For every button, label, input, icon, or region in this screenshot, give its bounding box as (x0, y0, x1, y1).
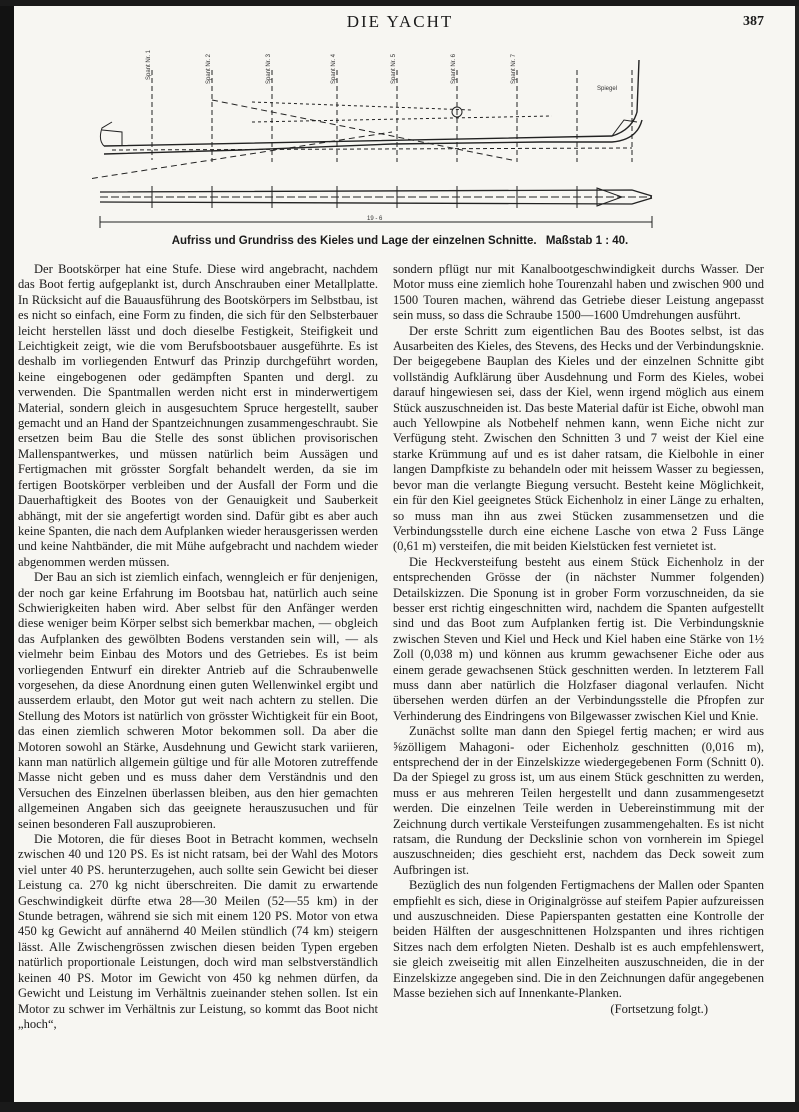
scan-border-bottom (0, 1102, 799, 1112)
station-label: Spant Nr. 7 (511, 53, 517, 84)
paragraph: Der Bau an sich ist ziemlich einfach, wenngleich er für denjenigen, der noch gar keine Erfahrung im Bootsbau hat, natürlich auch seine Schwierigkeiten haben wird. Aber selbst für den Anfänger werden diese weniger beim Körper selbst sich bemerkbar machen, — obgleich das Aufplanken des gewölbten Bodens verstanden sein will, — als vielmehr beim Einbau des Motors und des Getriebes. Es ist beim vorliegenden Entwurf ein direkter Antrieb auf die Schraubenwelle vorgesehen, da diese Anordnung einen guten Wellenwinkel ergibt und ausserdem erlaubt, den Motor gut weit nach achtern zu stellen. Die Stellung des Motors ist natürlich von grösster Wichtigkeit für ein Boot, das einen ziemlich schweren Motor bekommen soll. Da aber die Motoren sowohl an Stärke, Ausdehnung und Gewicht stark variieren, kann man natürlich allgemein gültige und für alle Motoren zutreffende Masse nicht geben und es muss daher dem Verständnis und den Versuchen des Einzelnen überlassen bleiben, aus den hier gemachten allgemeinen Angaben sich das geeignete herauszusuchen und für seinen besonderen Fall auszuprobieren. (18, 570, 378, 831)
caption-scale: Maßstab 1 : 40. (545, 235, 629, 247)
station-label: Spant Nr. 6 (451, 53, 457, 84)
journal-title: DIE YACHT (346, 12, 454, 31)
paragraph: sondern pflügt nur mit Kanalbootgeschwindigkeit durchs Wasser. Der Motor muss eine ziemlich hohe Tourenzahl haben und zwischen 900 und 1500 Touren machen, während das Getriebe dieser Leistung angepasst sein muss, so dass die Schraube 1500—1600 Umdrehungen ausführt. (393, 262, 764, 323)
station-label: Spant Nr. 2 (206, 53, 212, 84)
station-label: Spant Nr. 5 (391, 53, 397, 84)
scan-border-left (0, 0, 14, 1112)
paragraph: Der Bootskörper hat eine Stufe. Diese wird angebracht, nachdem das Boot fertig aufgeplankt ist, durch Anschrauben einer Metallplatte. In Rücksicht auf die Bauausführung des Bootskörpers im Selbstbau, ist es nicht so einfach, eine Form zu finden, die sich für den Selbsterbauer leicht herstellen lässt und doch dieselbe Festigkeit, Steifigkeit und Leichtigkeit zeigt, wie die vom Berufsbootsbauer ausgeführte. Es ist deshalb im vorliegenden Entwurf das Prinzip durchgeführt worden, keine eingebogenen oder gedämpften Spanten und dergl. zu verwenden. Die Spantmallen werden nicht erst in minderwertigem Material, sondern gleich in ausgesuchtem Spruce hergestellt, sauber gemacht und an Hand der Spantzeichnungen zusammengeschraubt. Sie ersetzen beim Bau die Stelle des sonst üblichen provisorischen Mallenspantwerkes, und müssen natürlich beim Aussägen und Fertigmachen mit grösster Sorgfalt behandelt werden, da sie im fertigen Bootskörper verbleiben und der Ausfall der Form und die Dauerhaftigkeit des Bootes von der Genauigkeit und Sauberkeit abhängt, mit der sie angefertigt worden sind. Dafür gibt es aber auch keine Spanten, die nach dem Aufplanken wieder herausgerissen werden und keine Nahtbänder, die mit Mühe aufgebracht und nachdem wieder abgenommen werden müssen. (18, 262, 378, 569)
paragraph: Der erste Schritt zum eigentlichen Bau des Bootes selbst, ist das Ausarbeiten des Kieles, des Stevens, des Hecks und der Verbindungsknie. Der beigegebene Bauplan des Kieles und der einzelnen Schnitte gibt vollständig Aufklärung über Ausdehnung und Form des Kieles, wobei darauf hingewiesen sei, dass der Kiel, wenn irgend möglich aus einem Stück auszuschneiden ist. Das beste Material dafür ist Eiche, obwohl man auch Yellowpine als Notbehelf nehmen kann, wenn Eiche nicht zur Verfügung steht. Zwischen den Schnitten 3 und 7 weist der Kiel eine starke Krümmung auf und es ist daher ratsam, die Kielbohle in einer langen Dampfkiste zu behandeln oder mit heissem Wasser zu begiessen, bevor man die verlangte Biegung versucht. Besteht keine Möglichkeit, ein für den Kiel geeignetes Stück Eichenholz in einer Länge zu erhalten, so muss man ihn aus zwei Stücken zusammensetzen und die Verbindungsstelle durch eine eichene Lasche von etwa 2 Fuss Länge (0,61 m) versteifen, die mit beiden Kielstücken fest vernietet ist. (393, 323, 764, 554)
paragraph: Die Motoren, die für dieses Boot in Betracht kommen, wechseln zwischen 40 und 120 PS. Es ist nicht ratsam, bei der Wahl des Motors viel unter 40 PS. herunterzugehen, auch sollte sein Gewicht bei dieser Leistung ca. 270 kg nicht überschreiten. Die damit zu erwartende Geschwindigkeit dürfte etwa 28—30 Meilen (52—55 km) in der Stunde betragen, während sie sich mit einem 120 PS. Motor von etwa 450 kg Gewicht auf annähernd 40 Meilen stündlich (74 km) steigern lässt. Alle Zwischengrössen zwischen diesen beiden Typen ergeben natürlich proportionale Leistungen, doch wird man selbstverständlich keinen 40 PS. Motor im Gewicht von 450 kg nehmen dürfen, da Gewicht und Leistung im Verhältnis zueinander stehen sollen. Ist ein Motor zu schwer im Verhältnis zur Leistung, so kommt das Boot nicht „hoch“, (18, 832, 378, 1031)
station-label: Spiegel (597, 86, 618, 92)
stem-curve (100, 122, 112, 146)
continued-note: (Fortsetzung folgt.) (610, 1001, 708, 1016)
running-header (20, 12, 780, 34)
paragraph: Bezüglich des nun folgenden Fertigmachens der Mallen oder Spanten empfiehlt es sich, diese in Originalgrösse auf steifem Papier aufzureissen und auszuschneiden. Diese Papierspanten gestatten eine Kontrolle der beiden Hälften der ausgeschnittenen Holzspanten und ihres richtigen Sitzes nach dem erfolgten Nieten. Deshalb ist es auch empfehlenswert, sie gleich zweiseitig mit allen Einzelheiten auszuschneiden, die in der Einzelskizze angegeben sind. Die in den Zeichnungen dafür angegebenen Masse beziehen sich auf Innenkante-Planken. (393, 878, 764, 1001)
dimension-label: 19 - 6 (367, 216, 383, 222)
text-column-left (18, 262, 378, 1032)
station-label: Spant Nr. 3 (266, 53, 272, 84)
scan-border-top (0, 0, 799, 6)
station-label: Spant Nr. 1 (146, 50, 152, 80)
keel-plan-top (100, 190, 652, 196)
figure-caption (20, 235, 780, 247)
keel-profile-top (104, 60, 639, 146)
scan-border-right (795, 0, 799, 1112)
keel-drawing (92, 50, 662, 230)
paragraph: Die Heckversteifung besteht aus einem Stück Eichenholz in der entsprechenden Grösse der (in nächster Nummer folgenden) Detailskizzen. Die Sponung ist in grober Form vorzuschneiden, da sie besser erst richtig eingeschnitten wird, nachdem die Spanten aufgestellt sind und das Boot zum Aufplanken fertig ist. Die Verbindungsknie zwischen Steven und Kiel und Heck und Kiel haben eine Stärke von 1½ Zoll (0,038 m) und können aus krumm gewachsener Eiche oder aus einem gerade gewachsenen Stück geschnitten werden. In letzterem Fall muss dann aber natürlich die Holzfaser diagonal verlaufen. Nicht übersehen werden dürfen an der Verbindungsstelle die Pfropfen zur Verhinderung des Eindringens von Bilgewasser zwischen Kiel und Knie. (393, 554, 764, 723)
paragraph: Zunächst sollte man dann den Spiegel fertig machen; er wird aus ⅝zölligem Mahagoni- oder Eichenholz geschnitten (0,016 m), entsprechend der in der Einzelskizze wiedergegebenen Form (Schnitt 0). Da der Spiegel zu gross ist, um aus einem Stück geschnitten zu werden, muss er aus mehreren Teilen hergestellt und dann zusammengesetzt werden. Die einzelnen Teile werden in Uebereinstimmung mit der Zeichnung durch vertikale Versteifungen zusammengehalten. Es ist nicht ratsam, die Rundung der Deckslinie schon von vornherein im Spiegel auszuschneiden; dies geschieht erst, nachdem das Deck soweit zum Aufbringen ist. (393, 724, 764, 877)
page-number: 387 (743, 14, 764, 29)
station-label: Spant Nr. 4 (331, 53, 337, 84)
text-column-right (393, 262, 764, 1017)
caption-text: Aufriss und Grundriss des Kieles und Lage der einzelnen Schnitte. (171, 235, 537, 247)
keel-plan-bottom (100, 198, 652, 204)
